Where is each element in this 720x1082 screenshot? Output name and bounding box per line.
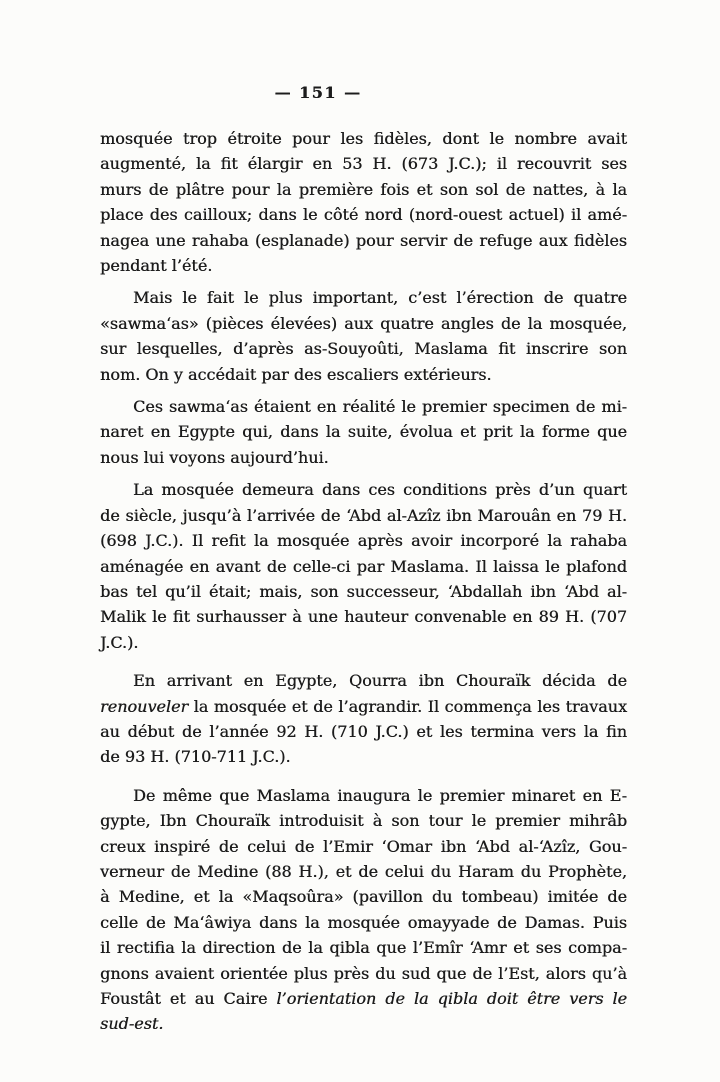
- text-line: [100, 554, 627, 579]
- text-segment: Malik le fit surhausser à une hauteur convenable en 89 H. (707: [100, 607, 627, 627]
- text-line: [100, 228, 627, 253]
- text-segment: sur lesquelles, d’après as-Souyoûti, Maslama fit inscrire son: [100, 339, 627, 359]
- text-line: [100, 668, 627, 693]
- paragraph: [100, 783, 627, 1037]
- text-segment: il rectifia la direction de la qibla que l’Emîr ‘Amr et ses compa-: [100, 938, 627, 958]
- text-line: [100, 477, 627, 502]
- text-line: [100, 986, 627, 1011]
- text-line: [100, 719, 627, 744]
- text-line: [100, 961, 627, 986]
- paragraph: [100, 285, 627, 387]
- text-segment: Foustât et au Caire: [100, 989, 277, 1008]
- text-segment: mosquée trop étroite pour les fidèles, dont le nombre avait: [100, 129, 627, 148]
- text-line: [100, 445, 627, 470]
- text-segment: la mosquée et de l’agrandir. Il commença les travaux: [188, 696, 627, 716]
- text-line: [100, 362, 627, 387]
- paragraph: [100, 394, 627, 470]
- text-segment: nagea une rahaba (esplanade) pour servir de refuge aux fidèles: [100, 230, 627, 250]
- text-line: [100, 910, 627, 935]
- page-number: — 151 —: [274, 83, 362, 102]
- text-segment: sud-est.: [100, 1014, 164, 1034]
- text-line: [100, 808, 627, 833]
- text-segment: nous lui voyons aujourd’hui.: [100, 447, 329, 467]
- text-segment: aménagée en avant de celle-ci par Maslama. Il laissa le plafond: [100, 556, 627, 576]
- text-segment: De même que Maslama inaugura le premier minaret en E-: [133, 785, 627, 805]
- text-line: [100, 419, 627, 444]
- text-segment: augmenté, la fit élargir en 53 H. (673 J.C.); il recouvrit ses: [100, 154, 627, 174]
- text-line: [100, 935, 627, 960]
- text-line: [100, 311, 627, 336]
- paragraph: [100, 126, 627, 278]
- text-segment: J.C.).: [100, 632, 139, 652]
- text-line: [100, 1011, 627, 1036]
- text-line: [100, 604, 627, 629]
- text-line: [100, 579, 627, 604]
- text-line: [100, 744, 627, 769]
- text-block: [100, 126, 627, 1044]
- text-segment: En arrivant en Egypte, Qourra ibn Chouraïk décida de: [133, 671, 627, 691]
- text-segment: au début de l’année 92 H. (710 J.C.) et les termina vers la fin: [100, 721, 627, 741]
- text-segment: de siècle, jusqu’à l’arrivée de ‘Abd al-Azîz ibn Marouân en 79 H.: [100, 505, 627, 525]
- paragraph: [100, 668, 627, 770]
- text-segment: gnons avaient orientée plus près du sud que de l’Est, alors qu’à: [100, 963, 627, 983]
- text-segment: l’orientation de la qibla doit être vers le: [276, 989, 628, 1008]
- text-segment: naret en Egypte qui, dans la suite, évolua et prit la forme que: [100, 422, 627, 442]
- text-segment: gypte, Ibn Chouraïk introduisit à son tour le premier mihrâb: [100, 811, 627, 831]
- text-line: [100, 336, 627, 361]
- text-line: [100, 859, 627, 884]
- text-segment: place des cailloux; dans le côté nord (nord-ouest actuel) il amé-: [100, 205, 627, 225]
- text-line: [100, 177, 627, 202]
- text-line: [100, 834, 627, 859]
- text-segment: «sawma‘as» (pièces élevées) aux quatre angles de la mosquée,: [100, 313, 627, 333]
- text-segment: verneur de Medine (88 H.), et de celui du Haram du Prophète,: [100, 861, 627, 881]
- text-line: [100, 151, 627, 176]
- text-line: [100, 884, 627, 909]
- text-line: [100, 503, 627, 528]
- text-line: [100, 694, 627, 719]
- paragraph: [100, 477, 627, 655]
- text-segment: à Medine, et la «Maqsoûra» (pavillon du tombeau) imitée de: [100, 887, 627, 907]
- text-line: [100, 202, 627, 227]
- text-line: [100, 630, 627, 655]
- text-segment: pendant l’été.: [100, 256, 213, 276]
- text-line: [100, 528, 627, 553]
- text-segment: Mais le fait le plus important, c’est l’érection de quatre: [133, 288, 627, 308]
- text-segment: creux inspiré de celui de l’Emir ‘Omar ibn ‘Abd al-‘Azîz, Gou-: [100, 836, 627, 856]
- text-segment: de 93 H. (710-711 J.C.).: [100, 747, 291, 767]
- text-line: [100, 394, 627, 419]
- text-segment: celle de Ma‘âwiya dans la mosquée omayyade de Damas. Puis: [100, 912, 627, 932]
- text-segment: bas tel qu’il était; mais, son successeur, ‘Abdallah ibn ‘Abd al-: [100, 581, 627, 601]
- text-line: [100, 126, 627, 151]
- text-segment: murs de plâtre pour la première fois et son sol de nattes, à la: [100, 179, 627, 199]
- text-line: [100, 253, 627, 278]
- text-segment: Ces sawma‘as étaient en réalité le premier specimen de mi-: [133, 397, 627, 417]
- text-line: [100, 285, 627, 310]
- text-segment: renouveler: [100, 696, 189, 716]
- text-segment: (698 J.C.). Il refit la mosquée après avoir incorporé la rahaba: [100, 531, 627, 551]
- text-segment: La mosquée demeura dans ces conditions près d’un quart: [133, 480, 627, 500]
- text-segment: nom. On y accédait par des escaliers extérieurs.: [100, 364, 492, 384]
- text-line: [100, 783, 627, 808]
